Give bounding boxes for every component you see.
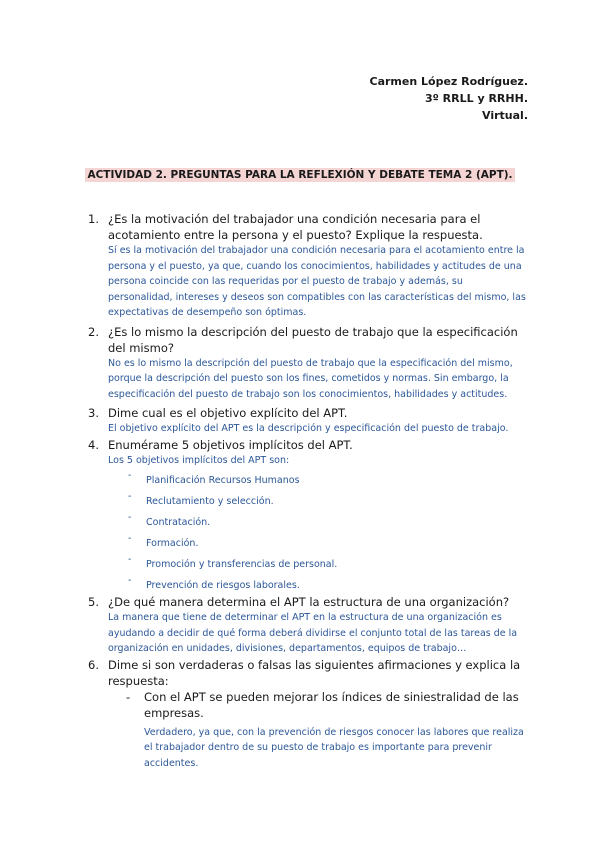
question-number: 4. [88,437,99,452]
question-number: 2. [88,324,99,339]
question-text: ¿Es la motivación del trabajador una condición necesaria para el acotamiento entre la persona y el puesto? Explique la respuesta. [108,212,483,242]
question-item-3 [88,405,528,437]
question-item-4 [88,437,528,595]
author-block [370,73,528,124]
question-list [88,211,528,771]
list-item: - Planificación Recursos Humanos [128,470,300,486]
author-mode: Virtual. [482,109,528,122]
author-name: Carmen López Rodríguez. [369,75,528,88]
question-text: ¿Es lo mismo la descripción del puesto de trabajo que la especificación del mismo? [108,324,518,355]
list-item: - Contratación. [128,512,211,528]
question-text: Dime cual es el objetivo explícito del APT. [108,406,348,420]
statement-item: - Con el APT se pueden mejorar los índices de siniestralidad de las empresas. Verdadero, ya que, con la prevención de riesgos conocer las labores que realiza el trabajador dentro de su puesto de trabajo es importante para prevenir accidentes. [126,689,528,772]
question-text: Enumérame 5 objetivos implícitos del APT. [108,437,353,452]
answer-text: No es lo mismo la descripción del puesto de trabajo que la especificación del mismo, porque la descripción del puesto son los fines, cometidos y normas. Sin embargo, la especificación del puesto de trabajo son los conocimientos, habilidades y actitudes. [108,357,513,400]
question-item-2 [88,324,528,403]
question-number: 1. [88,212,99,226]
list-item: - Formación. [128,533,199,549]
list-item: - Prevención de riesgos laborales. [128,575,300,591]
question-text: Dime si son verdaderas o falsas las siguientes afirmaciones y explica la respuesta: [108,657,521,688]
question-number: 3. [88,406,99,420]
page-title: ACTIVIDAD 2. PREGUNTAS PARA LA REFLEXIÓN Y DEBATE TEMA 2 (APT). [87,169,513,181]
answer-text: Sí es la motivación del trabajador una condición necesaria para el acotamiento entre la persona y el puesto, ya que, cuando los conocimientos, habilidades y actitudes de una persona coincide con las requeridas por el puesto de trabajo y además, su personalidad, intereses y deseos son compatibles con las características del mismo, las expectativas de desempeño son óptimas. [108,245,526,318]
statement-text: Con el APT se pueden mejorar los índices de siniestralidad de las empresas. [144,689,519,720]
answer-text: La manera que tiene de determinar el APT en la estructura de una organización es ayudando a decidir de qué forma deberá dividirse el conjunto total de las tareas de la organización en unidades, divisiones, departamentos, equipos de trabajo… [108,612,518,654]
question-item-5 [88,594,528,657]
question-number: 6. [88,657,99,672]
answer-text: El objetivo explícito del APT es la descripción y especificación del puesto de trabajo. [108,423,509,434]
answer-text: Los 5 objetivos implícitos del APT son: [108,454,290,466]
objectives-list [108,468,528,594]
list-item: - Promoción y transferencias de personal. [128,554,338,570]
question-item-6 [88,657,528,772]
statement-answer: Verdadero, ya que, con la prevención de riesgos conocer las labores que realiza el trabajador dentro de su puesto de trabajo es importante para prevenir accidentes. [144,726,524,769]
title-container [0,163,600,182]
question-text: ¿De qué manera determina el APT la estructura de una organización? [108,595,510,609]
question-number: 5. [88,595,99,609]
list-item: - Reclutamiento y selección. [128,491,274,507]
statement-list [108,689,528,772]
question-item-1 [88,211,528,321]
author-course: 3º RRLL y RRHH. [424,92,528,105]
